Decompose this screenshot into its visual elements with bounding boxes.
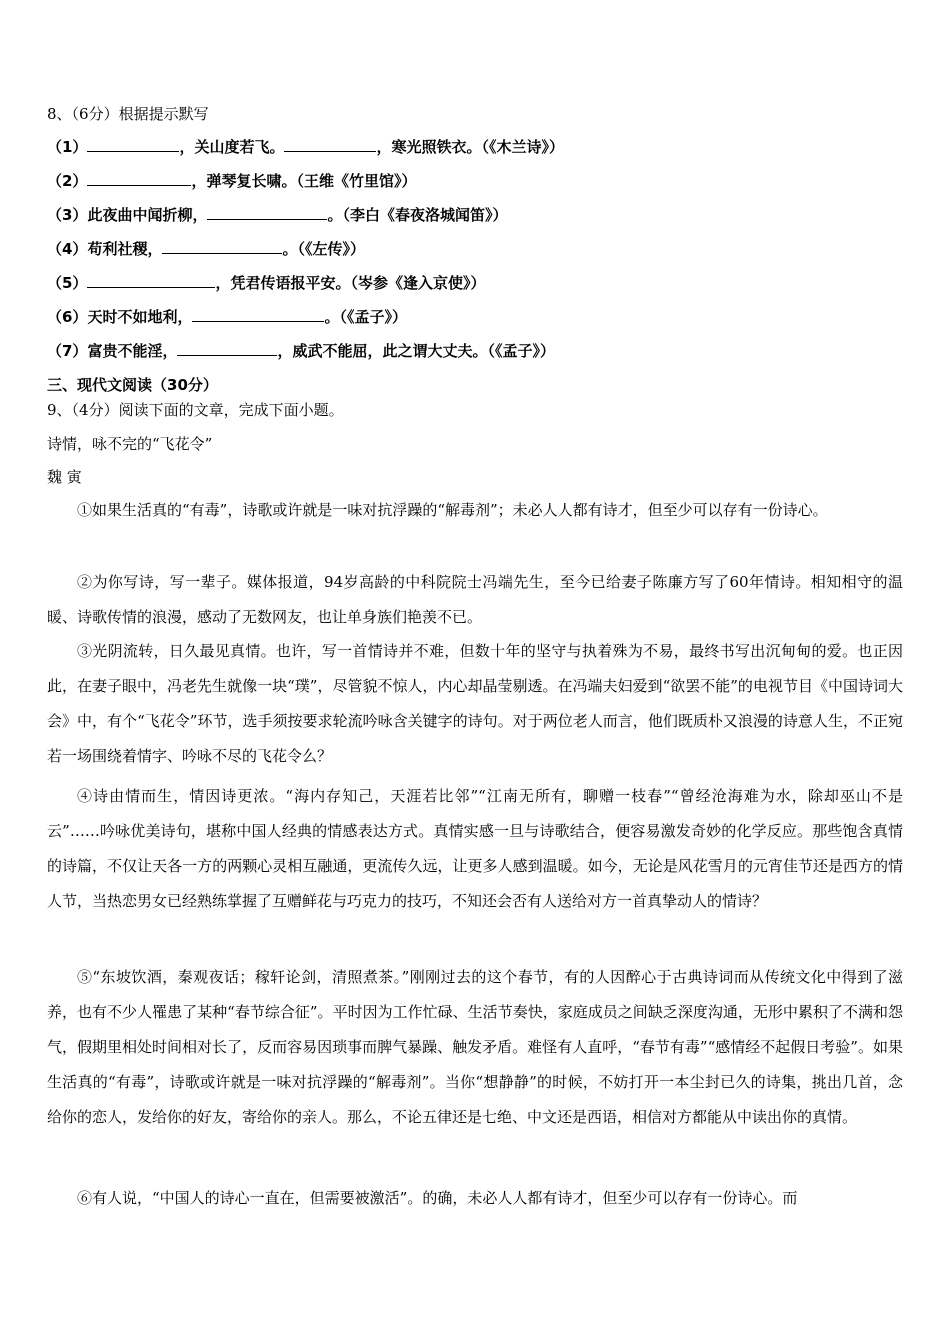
fill-blank-item-5	[47, 273, 485, 293]
article-paragraph-2: ②为你写诗，写一辈子。媒体报道，94岁高龄的中科院院士冯端先生，至今已给妻子陈廉方写了60年情诗。相知相守的温暖、诗歌传情的浪漫，感动了无数网友，也让单身族们艳羡不已。	[47, 573, 903, 626]
item-text: 。（《孟子》）	[324, 308, 407, 326]
item-text: ，弹琴复长啸。（王维《竹里馆》）	[191, 172, 417, 190]
answer-blank[interactable]	[192, 307, 324, 322]
answer-blank[interactable]	[87, 137, 179, 152]
item-number: （1）	[47, 138, 88, 156]
answer-blank[interactable]	[207, 205, 327, 220]
item-text: ，凭君传语报平安。（岑参《逢入京使》）	[215, 274, 486, 292]
fill-blank-item-3	[47, 205, 507, 225]
item-number: （6）	[47, 308, 88, 326]
answer-blank[interactable]	[87, 171, 191, 186]
item-text: ，寒光照铁衣。（《木兰诗》）	[376, 138, 564, 156]
fill-blank-item-7	[47, 341, 555, 361]
item-text: 苟利社稷，	[87, 240, 163, 258]
item-text: 。（李白《春夜洛城闻笛》）	[327, 206, 508, 224]
fill-blank-item-2	[47, 171, 416, 191]
fill-blank-item-6	[47, 307, 407, 327]
section-title: 三、现代文阅读（30分）	[47, 376, 218, 394]
article-paragraph-3: ③光阴流转，日久最见真情。也许，写一首情诗并不难，但数十年的坚守与执着殊为不易，最终书写出沉甸甸的爱。也正因此，在妻子眼中，冯老先生就像一块“璞”，尽管貌不惊人，内心却晶莹剔透。在冯端夫妇爱到“欲罢不能”的电视节目《中国诗词大会》中，有个“飞花令”环节，选手须按要求轮流吟咏含关键字的诗句。对于两位老人而言，他们既质朴又浪漫的诗意人生，不正宛若一场围绕着情字、吟咏不尽的飞花令么？	[47, 642, 903, 765]
item-number: （7）	[47, 342, 88, 360]
fill-blank-item-4	[47, 239, 365, 259]
fill-blank-item-1	[47, 137, 564, 157]
item-text: ，关山度若飞。	[179, 138, 285, 156]
item-text: 。（《左传》）	[282, 240, 365, 258]
article-author: 魏 寅	[47, 468, 82, 486]
item-text: 天时不如地利，	[87, 308, 193, 326]
item-text: 富贵不能淫，	[87, 342, 178, 360]
answer-blank[interactable]	[177, 341, 277, 356]
article-paragraph-4: ④诗由情而生，情因诗更浓。“海内存知己，天涯若比邻”“江南无所有，聊赠一枝春”“曾经沧海难为水，除却巫山不是云”……吟咏优美诗句，堪称中国人经典的情感表达方式。真情实感一旦与诗歌结合，便容易激发奇妙的化学反应。那些饱含真情的诗篇，不仅让天各一方的两颗心灵相互融通，更流传久远，让更多人感到温暖。如今，无论是风花雪月的元宵佳节还是西方的情人节，当热恋男女已经熟练掌握了互赠鲜花与巧克力的技巧，不知还会否有人送给对方一首真挚动人的情诗？	[47, 787, 903, 910]
item-text: 此夜曲中闻折柳，	[87, 206, 208, 224]
article-paragraph-5: ⑤“东坡饮酒，秦观夜话；稼轩论剑，清照煮茶。”刚刚过去的这个春节，有的人因醉心于古典诗词而从传统文化中得到了滋养，也有不少人罹患了某种“春节综合征”。平时因为工作忙碌、生活节奏快，家庭成员之间缺乏深度沟通，无形中累积了不满和怨气，假期里相处时间相对长了，反而容易因琐事而脾气暴躁、触发矛盾。难怪有人直呼，“春节有毒”“感情经不起假日考验”。如果生活真的“有毒”，诗歌或许就是一味对抗浮躁的“解毒剂”。当你“想静静”的时候，不妨打开一本尘封已久的诗集，挑出几首，念给你的恋人，发给你的好友，寄给你的亲人。那么，不论五律还是七绝、中文还是西语，相信对方都能从中读出你的真情。	[47, 968, 903, 1126]
question-8-header: 8、（6分）根据提示默写	[47, 105, 209, 123]
item-text: ，威武不能屈，此之谓大丈夫。（《孟子》）	[277, 342, 555, 360]
article-title: 诗情，咏不完的“飞花令”	[47, 435, 213, 453]
answer-blank[interactable]	[87, 273, 215, 288]
item-number: （2）	[47, 172, 88, 190]
item-number: （4）	[47, 240, 88, 258]
item-number: （3）	[47, 206, 88, 224]
question-9-header: 9、（4分）阅读下面的文章，完成下面小题。	[47, 401, 344, 419]
item-number: （5）	[47, 274, 88, 292]
article-paragraph-1: ①如果生活真的“有毒”，诗歌或许就是一味对抗浮躁的“解毒剂”；未必人人都有诗才，但至少可以存有一份诗心。	[77, 501, 828, 519]
article-paragraph-6: ⑥有人说，“中国人的诗心一直在，但需要被激活”。的确，未必人人都有诗才，但至少可以存有一份诗心。而	[77, 1189, 798, 1207]
answer-blank[interactable]	[162, 239, 282, 254]
answer-blank[interactable]	[284, 137, 376, 152]
